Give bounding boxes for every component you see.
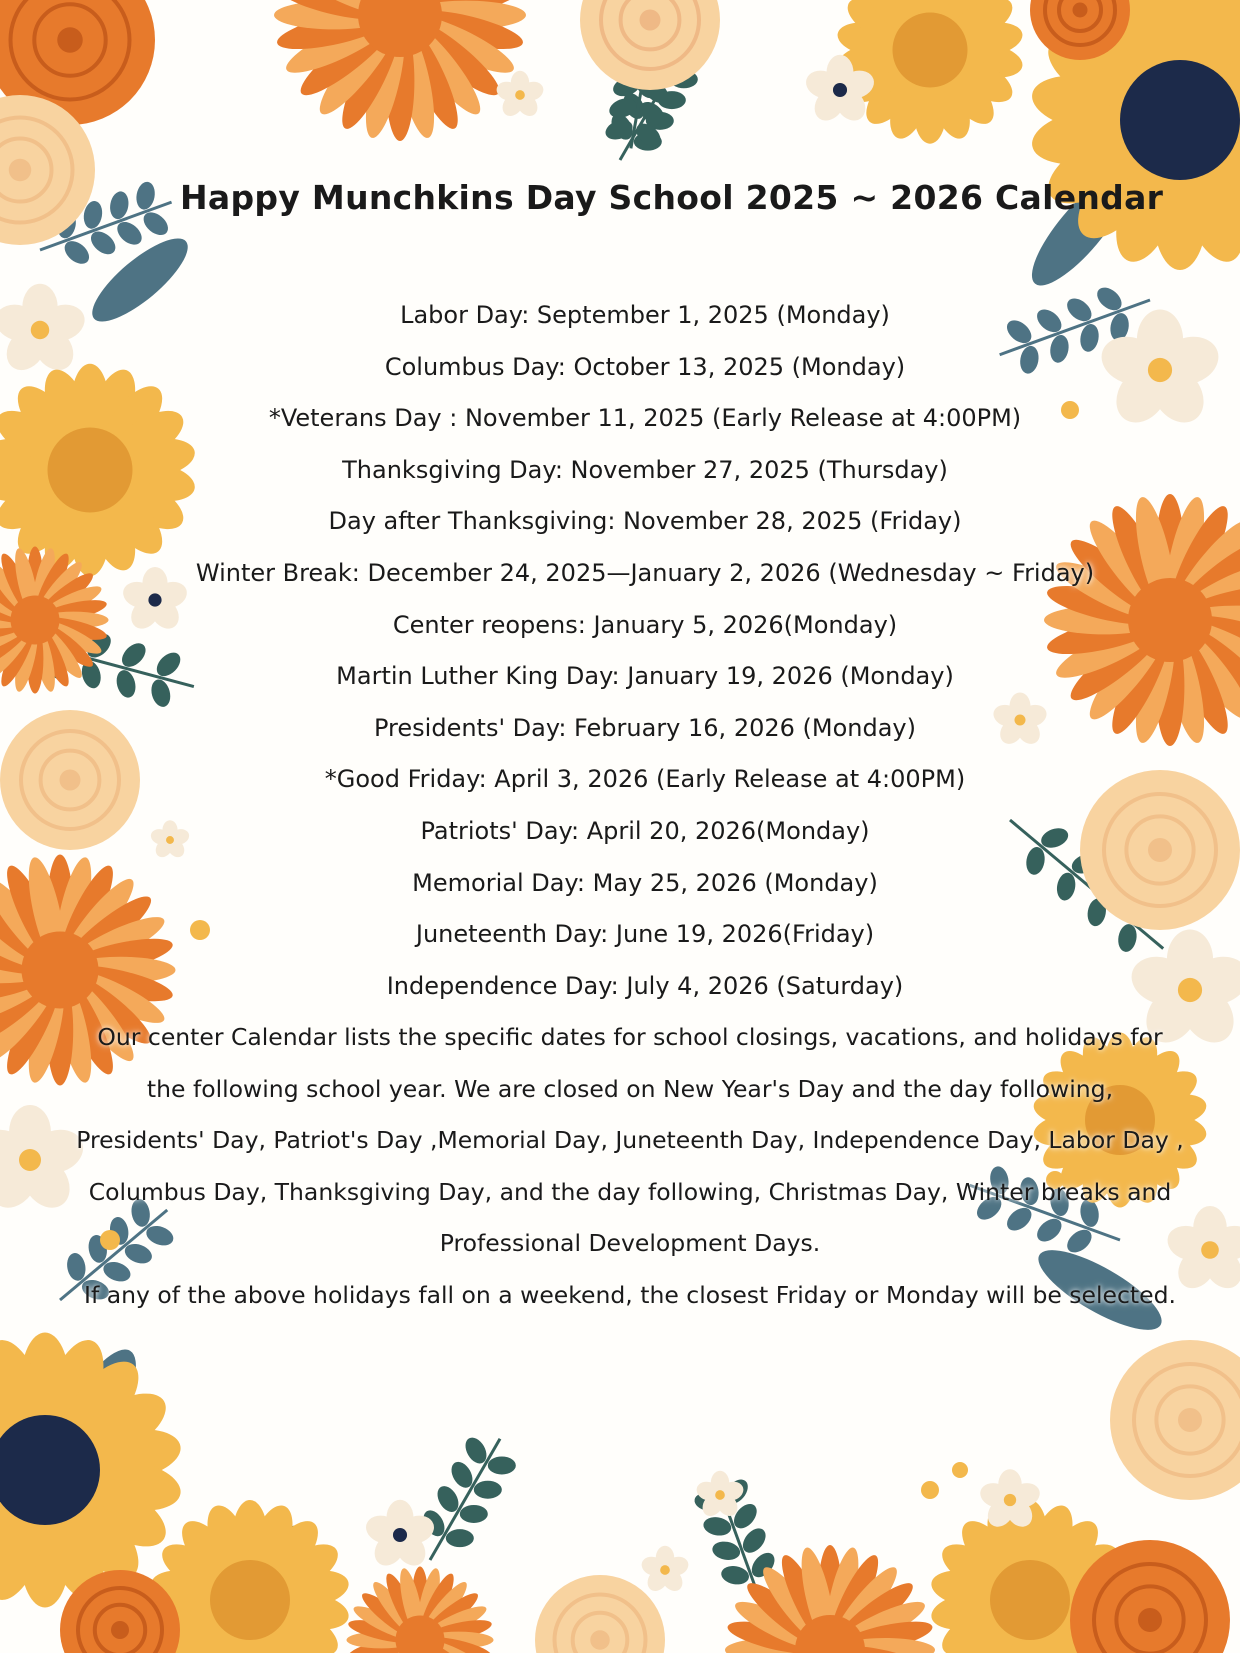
policy-line: Professional Development Days. [439,1229,821,1258]
page-title: Happy Munchkins Day School 2025 ~ 2026 Calendar [180,178,1164,217]
holiday-item: Patriots' Day: April 20, 2026(Monday) [420,816,870,845]
closing-policy-text [20,1017,1240,1327]
policy-line: Presidents' Day, Patriot's Day ,Memorial Day, Juneteenth Day, Independence Day, Labor Day , [76,1126,1184,1155]
policy-line: Columbus Day, Thanksgiving Day, and the day following, Christmas Day, Winter breaks and [88,1177,1172,1206]
holiday-list [130,296,1160,1018]
holiday-item: *Veterans Day : November 11, 2025 (Early Release at 4:00PM) [268,404,1022,433]
holiday-item: Winter Break: December 24, 2025—January 2, 2026 (Wednesday ~ Friday) [195,558,1095,587]
holiday-item: Center reopens: January 5, 2026(Monday) [392,610,898,639]
holiday-item: Thanksgiving Day: November 27, 2025 (Thursday) [342,455,948,484]
holiday-item: Day after Thanksgiving: November 28, 2025 (Friday) [328,507,962,536]
holiday-item: Juneteenth Day: June 19, 2026(Friday) [415,920,875,949]
holiday-item: Presidents' Day: February 16, 2026 (Monday) [374,713,916,742]
holiday-item: Labor Day: September 1, 2025 (Monday) [400,301,890,329]
holiday-item: *Good Friday: April 3, 2026 (Early Release at 4:00PM) [324,765,966,794]
policy-line: the following school year. We are closed on New Year's Day and the day following, [146,1074,1114,1103]
holiday-item: Columbus Day: October 13, 2025 (Monday) [384,352,906,381]
weekend-rule-line: If any of the above holidays fall on a weekend, the closest Friday or Monday will be selected. [84,1280,1176,1309]
holiday-item: Memorial Day: May 25, 2026 (Monday) [412,868,878,897]
holiday-item: Independence Day: July 4, 2026 (Saturday) [386,971,904,1000]
holiday-item: Martin Luther King Day: January 19, 2026 (Monday) [336,662,954,691]
policy-line: Our center Calendar lists the specific dates for school closings, vacations, and holidays for [97,1023,1163,1051]
